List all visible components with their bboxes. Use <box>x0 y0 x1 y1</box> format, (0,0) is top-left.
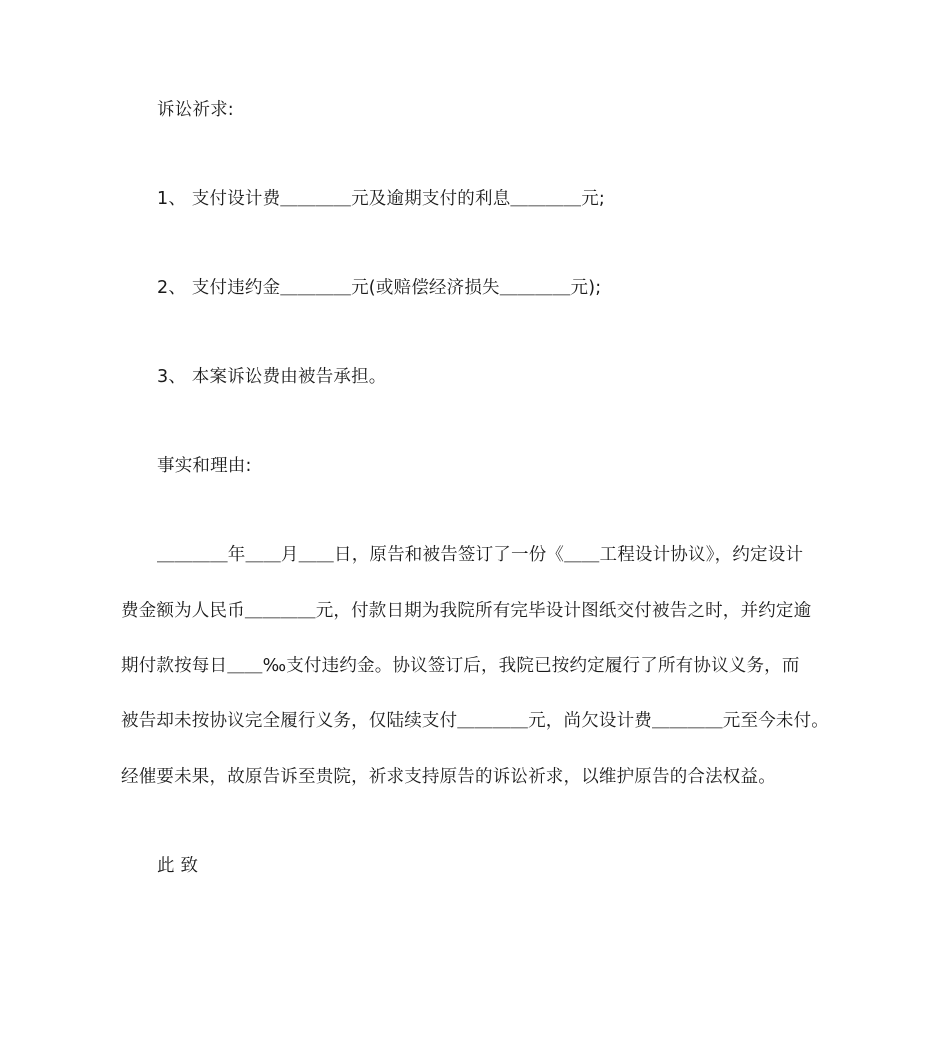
claim-item-3: 3、 本案诉讼费由被告承担。 <box>157 367 387 387</box>
facts-heading: 事实和理由: <box>157 456 252 476</box>
facts-line-5: 经催要未果，故原告诉至贵院，祈求支持原告的诉讼祈求，以维护原告的合法权益。 <box>121 767 776 787</box>
facts-line-3: 期付款按每日＿＿‰支付违约金。协议签订后，我院已按约定履行了所有协议义务，而 <box>121 656 800 676</box>
facts-line-1: ＿＿＿＿年＿＿月＿＿日，原告和被告签订了一份《＿＿工程设计协议》，约定设计 <box>157 545 804 565</box>
claim-item-2: 2、 支付违约金＿＿＿＿元(或赔偿经济损失＿＿＿＿元); <box>157 278 602 298</box>
closing-salutation: 此 致 <box>157 856 199 876</box>
facts-line-4: 被告却未按协议完全履行义务，仅陆续支付＿＿＿＿元，尚欠设计费＿＿＿＿元至今未付。 <box>121 711 829 731</box>
claim-item-1: 1、 支付设计费＿＿＿＿元及逾期支付的利息＿＿＿＿元; <box>157 189 605 209</box>
facts-line-2: 费金额为人民币＿＿＿＿元，付款日期为我院所有完毕设计图纸交付被告之时，并约定逾 <box>121 601 812 621</box>
claims-heading: 诉讼祈求: <box>157 100 234 120</box>
